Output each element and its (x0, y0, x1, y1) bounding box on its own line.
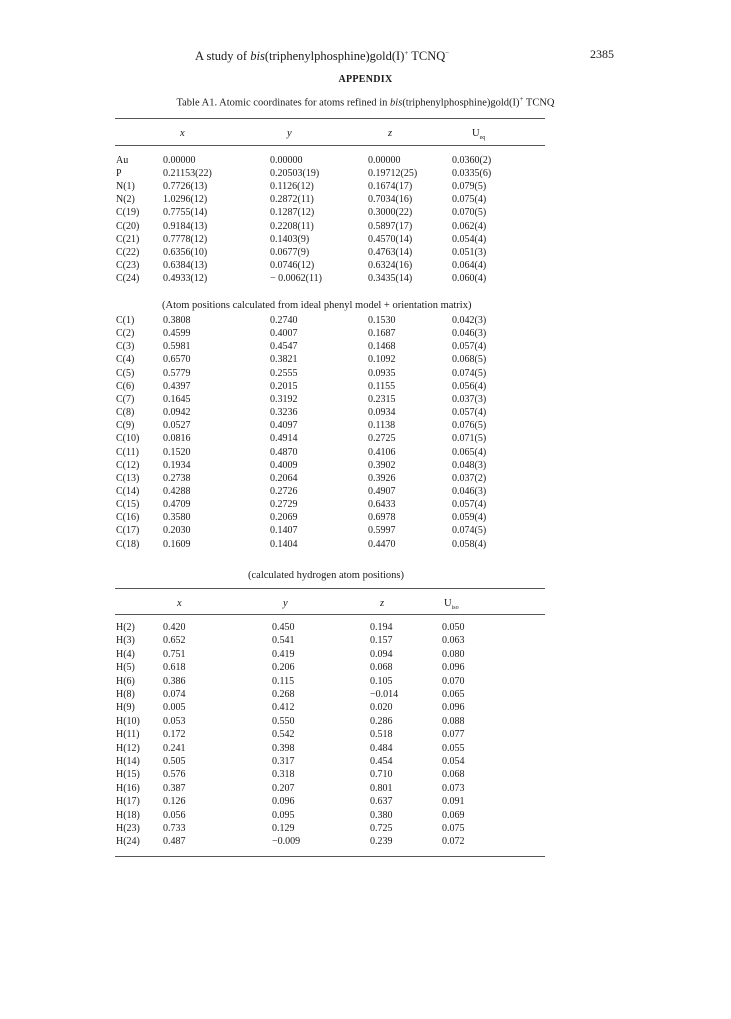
coordinate-cell: 0.2555 (270, 367, 298, 379)
atom-label: H(4) (116, 648, 135, 660)
coordinate-cell: 0.3435(14) (368, 272, 413, 284)
atom-label: N(1) (116, 181, 135, 193)
coordinate-cell: 0.4288 (163, 485, 191, 497)
coordinate-cell: 0.386 (163, 675, 186, 687)
coordinate-cell: 0.4907 (368, 485, 396, 497)
coordinate-cell: 0.733 (163, 823, 186, 834)
coordinate-cell: 0.5981 (163, 341, 191, 353)
coordinate-cell: 0.065 (442, 689, 465, 700)
coordinate-cell: 0.6433 (368, 499, 396, 511)
coordinate-cell: 0.19712(25) (368, 168, 418, 180)
coordinate-cell: 0.751 (163, 648, 186, 660)
coordinate-cell: 0.7726(13) (163, 181, 208, 193)
coordinate-cell: 1.0296(12) (163, 194, 208, 206)
coordinate-cell: 0.070(5) (452, 207, 487, 219)
coordinate-cell: 0.057(4) (452, 499, 487, 511)
coordinate-cell: 0.129 (272, 823, 295, 834)
coordinate-cell: 0.1645 (163, 393, 191, 405)
coordinate-cell: 0.1468 (368, 341, 396, 353)
coordinate-cell: 0.317 (272, 756, 295, 767)
coordinate-cell: 0.4870 (270, 446, 298, 458)
coordinate-cell: 0.172 (163, 729, 186, 741)
coordinate-cell: 0.1092 (368, 354, 396, 366)
table2-top-rule (115, 588, 545, 589)
coordinate-cell: 0.4106 (368, 446, 396, 458)
coordinate-cell: 0.6570 (163, 354, 191, 366)
coordinate-cell: 0.0677(9) (270, 246, 310, 258)
coordinate-cell: 0.1934 (163, 459, 191, 471)
coordinate-cell: 0.054 (442, 756, 465, 767)
coordinate-cell: 0.4547 (270, 341, 298, 353)
atom-label: H(5) (116, 662, 135, 674)
atom-label: H(16) (116, 782, 140, 794)
coordinate-cell: 0.065(4) (452, 446, 487, 458)
atom-label: C(23) (116, 259, 140, 271)
coordinate-cell: 0.069 (442, 809, 465, 821)
table2-header-z: z (380, 598, 385, 609)
atom-label: C(8) (116, 407, 135, 419)
coordinate-cell: 0.088 (442, 715, 465, 727)
atom-label: H(15) (116, 769, 140, 781)
coordinate-cell: 0.075 (442, 823, 465, 834)
coordinate-cell: 0.207 (272, 782, 295, 794)
coordinate-cell: 0.068 (370, 662, 393, 674)
coordinate-cell: 0.7755(14) (163, 207, 208, 219)
coordinate-cell: 0.0934 (368, 407, 396, 419)
coordinate-cell: 0.005 (163, 702, 186, 714)
coordinate-cell: 0.487 (163, 836, 186, 848)
coordinate-cell: 0.412 (272, 702, 295, 714)
atom-label: C(22) (116, 246, 140, 258)
atom-label: C(7) (116, 393, 135, 405)
coordinate-cell: 0.4914 (270, 433, 298, 445)
atom-label: H(2) (116, 622, 135, 633)
coordinate-cell: 0.3902 (368, 459, 396, 471)
coordinate-cell: 0.505 (163, 756, 186, 767)
coordinate-cell: 0.020 (370, 702, 393, 714)
coordinate-cell: 0.550 (272, 715, 295, 727)
coordinate-cell: 0.1609 (163, 538, 191, 550)
atom-label: C(1) (116, 315, 135, 326)
atom-label: H(23) (116, 823, 140, 834)
coordinate-cell: 0.268 (272, 689, 295, 700)
coordinate-cell: 0.1287(12) (270, 207, 315, 219)
coordinate-cell: 0.380 (370, 809, 393, 821)
coordinate-cell: 0.725 (370, 823, 393, 834)
atom-label: C(24) (116, 272, 140, 284)
coordinate-cell: 0.2740 (270, 315, 298, 326)
coordinate-cell: 0.2738 (163, 472, 191, 484)
coordinate-cell: 0.286 (370, 715, 393, 727)
coordinate-cell: 0.059(4) (452, 512, 487, 524)
running-title: A study of bis(triphenylphosphine)gold(I)+ TCNQ− (195, 49, 450, 64)
coordinate-cell: 0.1407 (270, 525, 298, 537)
atom-label: P (116, 168, 122, 180)
hydrogen-note: (calculated hydrogen atom positions) (248, 570, 404, 581)
coordinate-cell: 0.1403(9) (270, 233, 310, 245)
coordinate-cell: 0.420 (163, 622, 186, 633)
atom-label: H(14) (116, 756, 140, 767)
table1-header-y: y (287, 128, 292, 139)
coordinate-cell: 0.077 (442, 729, 465, 741)
coordinate-cell: 0.5897(17) (368, 220, 413, 232)
coordinate-cell: 0.064(4) (452, 259, 487, 271)
atom-label: H(3) (116, 635, 135, 647)
coordinate-cell: 0.2208(11) (270, 220, 314, 232)
coordinate-cell: 0.6356(10) (163, 246, 208, 258)
atom-label: H(9) (116, 702, 135, 714)
coordinate-cell: 0.4470 (368, 538, 396, 550)
coordinate-cell: 0.058(4) (452, 538, 487, 550)
coordinate-cell: 0.2069 (270, 512, 298, 524)
coordinate-cell: 0.1674(17) (368, 181, 413, 193)
coordinate-cell: 0.0527 (163, 420, 191, 432)
coordinate-cell: 0.21153(22) (163, 168, 212, 180)
coordinate-cell: 0.075(4) (452, 194, 487, 206)
atom-label: C(12) (116, 459, 140, 471)
coordinate-cell: 0.051(3) (452, 246, 487, 258)
coordinate-cell: 0.4933(12) (163, 272, 208, 284)
coordinate-cell: 0.637 (370, 796, 393, 808)
atom-label: H(11) (116, 729, 140, 741)
table-caption: Table A1. Atomic coordinates for atoms refined in bis(triphenylphosphine)gold(I)+ TCNQ (176, 95, 555, 109)
coordinate-cell: 0.3926 (368, 472, 396, 484)
atom-label: H(18) (116, 809, 140, 821)
table2-header-rule (115, 614, 545, 615)
coordinate-cell: 0.2729 (270, 499, 298, 511)
table1-header-rule (115, 145, 545, 146)
atom-label: C(15) (116, 499, 140, 511)
coordinate-cell: 0.056 (163, 809, 186, 821)
atom-label: C(3) (116, 341, 135, 353)
coordinate-cell: 0.2015 (270, 380, 298, 392)
coordinate-cell: 0.074(5) (452, 525, 487, 537)
coordinate-cell: 0.7778(12) (163, 233, 208, 245)
coordinate-cell: 0.00000 (163, 155, 196, 166)
coordinate-cell: 0.0935 (368, 367, 396, 379)
coordinate-cell: 0.1155 (368, 380, 396, 392)
atom-label: C(5) (116, 367, 135, 379)
coordinate-cell: 0.046(3) (452, 328, 487, 340)
page-number: 2385 (590, 47, 614, 61)
coordinate-cell: 0.057(4) (452, 341, 487, 353)
table1-header-z: z (388, 128, 393, 139)
coordinate-cell: 0.057(4) (452, 407, 487, 419)
coordinate-cell: 0.9184(13) (163, 220, 208, 232)
atom-label: C(16) (116, 512, 140, 524)
coordinate-cell: 0.20503(19) (270, 168, 320, 180)
coordinate-cell: 0.206 (272, 662, 295, 674)
coordinate-cell: 0.096 (442, 702, 465, 714)
table1-header-ueq: $U_{eq}$ (472, 128, 486, 142)
coordinate-cell: 0.2725 (368, 433, 396, 445)
coordinate-cell: 0.060(4) (452, 272, 487, 284)
coordinate-cell: 0.4007 (270, 328, 298, 340)
coordinate-cell: 0.094 (370, 648, 393, 660)
atom-label: H(10) (116, 715, 140, 727)
atom-label: C(17) (116, 525, 140, 537)
coordinate-cell: 0.0335(6) (452, 168, 492, 180)
atom-label: H(17) (116, 796, 140, 808)
coordinate-cell: 0.1126(12) (270, 181, 314, 193)
atom-label: H(8) (116, 689, 135, 700)
coordinate-cell: 0.2315 (368, 393, 396, 405)
coordinate-cell: 0.126 (163, 796, 186, 808)
coordinate-cell: 0.398 (272, 742, 295, 754)
atom-label: H(6) (116, 675, 135, 687)
coordinate-cell: 0.00000 (368, 155, 401, 166)
atom-label: C(6) (116, 380, 135, 392)
coordinate-cell: 0.5779 (163, 367, 191, 379)
coordinate-cell: 0.3236 (270, 407, 298, 419)
coordinate-cell: 0.105 (370, 675, 393, 687)
coordinate-cell: 0.4763(14) (368, 246, 413, 258)
coordinate-cell: 0.037(3) (452, 393, 487, 405)
coordinate-cell: − 0.0062(11) (270, 272, 322, 284)
coordinate-cell: 0.1404 (270, 538, 298, 550)
coordinate-cell: 0.4709 (163, 499, 191, 511)
coordinate-cell: 0.046(3) (452, 485, 487, 497)
coordinate-cell: 0.4599 (163, 328, 191, 340)
coordinate-cell: 0.1520 (163, 446, 191, 458)
atom-label: C(18) (116, 538, 140, 550)
table1-header-x: x (180, 128, 185, 139)
coordinate-cell: 0.7034(16) (368, 194, 413, 206)
coordinate-cell: 0.2030 (163, 525, 191, 537)
coordinate-cell: 0.542 (272, 729, 295, 741)
coordinate-cell: 0.541 (272, 635, 295, 647)
atom-label: C(19) (116, 207, 140, 219)
coordinate-cell: 0.318 (272, 769, 295, 781)
coordinate-cell: 0.063 (442, 635, 465, 647)
coordinate-cell: 0.3192 (270, 393, 298, 405)
coordinate-cell: 0.387 (163, 782, 186, 794)
coordinate-cell: 0.054(4) (452, 233, 487, 245)
coordinate-cell: 0.652 (163, 635, 186, 647)
coordinate-cell: 0.5997 (368, 525, 396, 537)
coordinate-cell: 0.048(3) (452, 459, 487, 471)
coordinate-cell: 0.1687 (368, 328, 396, 340)
coordinate-cell: 0.00000 (270, 155, 303, 166)
atom-label: C(21) (116, 233, 140, 245)
coordinate-cell: 0.6324(16) (368, 259, 413, 271)
coordinate-cell: 0.4570(14) (368, 233, 413, 245)
coordinate-cell: 0.076(5) (452, 420, 487, 432)
coordinate-cell: 0.576 (163, 769, 186, 781)
coordinate-cell: 0.710 (370, 769, 393, 781)
table1-top-rule (115, 118, 545, 119)
coordinate-cell: 0.0746(12) (270, 259, 315, 271)
coordinate-cell: 0.037(2) (452, 472, 487, 484)
coordinate-cell: 0.3580 (163, 512, 191, 524)
appendix-heading: APPENDIX (338, 74, 393, 85)
coordinate-cell: 0.050 (442, 622, 465, 633)
coordinate-cell: 0.801 (370, 782, 393, 794)
coordinate-cell: −0.009 (272, 836, 301, 848)
coordinate-cell: 0.068(5) (452, 354, 487, 366)
atom-label: C(11) (116, 446, 139, 458)
phenyl-model-note: (Atom positions calculated from ideal phenyl model + orientation matrix) (162, 300, 472, 311)
coordinate-cell: 0.0942 (163, 407, 191, 419)
coordinate-cell: 0.3821 (270, 354, 298, 366)
table2-header-uiso: $U_{iso}$ (444, 598, 459, 612)
coordinate-cell: 0.072 (442, 836, 465, 848)
coordinate-cell: 0.095 (272, 809, 295, 821)
coordinate-cell: 0.074 (163, 689, 186, 700)
coordinate-cell: 0.079(5) (452, 181, 487, 193)
coordinate-cell: 0.454 (370, 756, 393, 767)
coordinate-cell: 0.074(5) (452, 367, 487, 379)
coordinate-cell: 0.0816 (163, 433, 191, 445)
coordinate-cell: 0.070 (442, 675, 465, 687)
table2-header-y: y (283, 598, 288, 609)
coordinate-cell: 0.241 (163, 742, 186, 754)
coordinate-cell: 0.6978 (368, 512, 396, 524)
atom-label: Au (116, 155, 129, 166)
coordinate-cell: 0.450 (272, 622, 295, 633)
coordinate-cell: 0.080 (442, 648, 465, 660)
coordinate-cell: 0.194 (370, 622, 393, 633)
coordinate-cell: 0.096 (272, 796, 295, 808)
atom-label: H(12) (116, 742, 140, 754)
coordinate-cell: 0.618 (163, 662, 186, 674)
coordinate-cell: 0.2064 (270, 472, 298, 484)
coordinate-cell: 0.3000(22) (368, 207, 413, 219)
table2-bottom-rule (115, 856, 545, 857)
coordinate-cell: 0.115 (272, 675, 295, 687)
coordinate-cell: 0.062(4) (452, 220, 487, 232)
table2-header-x: x (177, 598, 182, 609)
coordinate-cell: 0.073 (442, 782, 465, 794)
coordinate-cell: 0.4097 (270, 420, 298, 432)
coordinate-cell: 0.053 (163, 715, 186, 727)
coordinate-cell: 0.042(3) (452, 315, 487, 326)
coordinate-cell: −0.014 (370, 689, 399, 700)
coordinate-cell: 0.2872(11) (270, 194, 314, 206)
coordinate-cell: 0.3808 (163, 315, 191, 326)
coordinate-cell: 0.239 (370, 836, 393, 848)
coordinate-cell: 0.091 (442, 796, 465, 808)
atom-label: H(24) (116, 836, 140, 848)
atom-label: N(2) (116, 194, 135, 206)
coordinate-cell: 0.484 (370, 742, 393, 754)
atom-label: C(20) (116, 220, 140, 232)
atom-label: C(10) (116, 433, 140, 445)
coordinate-cell: 0.1138 (368, 420, 396, 432)
coordinate-cell: 0.056(4) (452, 380, 487, 392)
coordinate-cell: 0.4397 (163, 380, 191, 392)
coordinate-cell: 0.6384(13) (163, 259, 208, 271)
coordinate-cell: 0.2726 (270, 485, 298, 497)
coordinate-cell: 0.518 (370, 729, 393, 741)
coordinate-cell: 0.068 (442, 769, 465, 781)
atom-label: C(2) (116, 328, 135, 340)
coordinate-cell: 0.071(5) (452, 433, 487, 445)
coordinate-cell: 0.096 (442, 662, 465, 674)
coordinate-cell: 0.419 (272, 648, 295, 660)
atom-label: C(9) (116, 420, 135, 432)
coordinate-cell: 0.055 (442, 742, 465, 754)
atom-label: C(13) (116, 472, 140, 484)
coordinate-cell: 0.1530 (368, 315, 396, 326)
atom-label: C(14) (116, 485, 140, 497)
coordinate-cell: 0.157 (370, 635, 393, 647)
atom-label: C(4) (116, 354, 135, 366)
coordinate-cell: 0.4009 (270, 459, 298, 471)
coordinate-cell: 0.0360(2) (452, 155, 492, 166)
